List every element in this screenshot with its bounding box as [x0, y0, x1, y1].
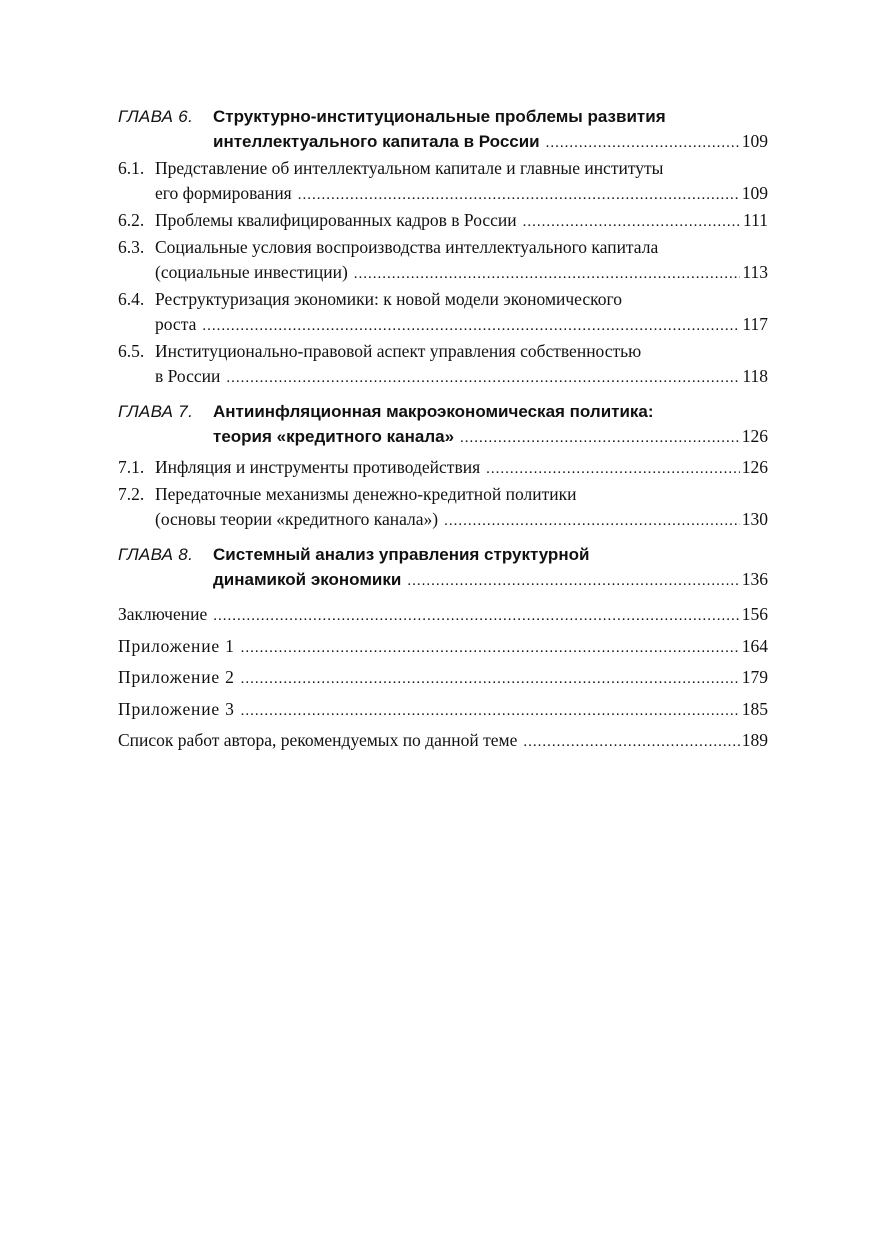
chapter-8: [118, 542, 768, 594]
dot-leader: [202, 314, 740, 339]
section-title-line1: Инфляция и инструменты противодействия: [155, 457, 481, 477]
dot-leader: [354, 262, 741, 287]
chapter-7: [118, 399, 768, 534]
entry-title: Список работ автора, рекомендуемых по данной теме: [118, 730, 518, 750]
section-title-line1: Представление об интеллектуальном капитале и главные институты: [155, 158, 664, 178]
dot-leader: [226, 366, 740, 391]
page-number: 130: [741, 509, 768, 529]
page-number: 126: [741, 457, 768, 477]
section-7-2[interactable]: [118, 482, 768, 534]
dot-leader: [241, 665, 740, 695]
section-number: 6.5.: [118, 341, 145, 361]
page-number: 185: [741, 698, 768, 719]
section-number: 6.1.: [118, 158, 145, 178]
toc-entry-chapter-7[interactable]: [118, 424, 768, 451]
toc-entry-appendix-3[interactable]: [118, 695, 768, 727]
page-number: 156: [741, 604, 768, 624]
chapter-title-line1: Антиинфляционная макроэкономическая политика:: [213, 402, 654, 421]
section-6-5[interactable]: [118, 339, 768, 391]
page-number: 109: [741, 183, 768, 203]
chapter-title-line2: интеллектуального капитала в России: [213, 132, 540, 151]
section-title-line1: Реструктуризация экономики: к новой модели экономического: [155, 289, 623, 309]
section-title-line2: в России: [155, 366, 221, 386]
dot-leader: [486, 457, 740, 482]
page-number: 118: [742, 366, 768, 386]
chapter-label: ГЛАВА 6.: [118, 107, 194, 126]
section-number: 6.4.: [118, 289, 145, 309]
toc-entry-author-works[interactable]: [118, 726, 768, 758]
dot-leader: [444, 509, 740, 534]
section-title-line1: Социальные условия воспроизводства интеллектуального капитала: [155, 237, 659, 257]
back-matter: [118, 600, 768, 758]
entry-title: Приложение 2: [118, 667, 235, 687]
page-number: 126: [741, 426, 768, 446]
chapter-label: ГЛАВА 7.: [118, 402, 194, 421]
table-of-contents: [118, 104, 768, 758]
page-number: 109: [741, 131, 768, 151]
entry-title: Заключение: [118, 604, 208, 624]
page-number: 111: [743, 210, 768, 230]
page-number: 136: [741, 569, 768, 589]
dot-leader: [241, 634, 740, 664]
page-number: 179: [741, 667, 768, 687]
toc-entry-conclusion[interactable]: [118, 600, 768, 632]
dot-leader: [523, 728, 739, 758]
section-title-line2: (основы теории «кредитного канала»): [155, 509, 439, 529]
dot-leader: [298, 183, 740, 208]
section-number: 6.2.: [118, 210, 145, 230]
section-title-line1: Передаточные механизмы денежно-кредитной политики: [155, 484, 577, 504]
chapter-label: ГЛАВА 8.: [118, 545, 194, 564]
section-6-3[interactable]: [118, 235, 768, 287]
entry-title: Приложение 1: [118, 635, 235, 656]
section-number: 7.2.: [118, 484, 145, 504]
section-number: 7.1.: [118, 457, 145, 477]
page-number: 117: [742, 314, 768, 334]
page-number: 189: [741, 730, 768, 750]
chapter-title-line2: динамикой экономики: [213, 570, 402, 589]
toc-entry-appendix-1[interactable]: [118, 632, 768, 664]
section-title-line2: роста: [155, 314, 197, 334]
chapter-title-line1: Системный анализ управления структурной: [213, 545, 590, 564]
chapter-6: [118, 104, 768, 391]
page-number: 164: [741, 635, 768, 656]
section-6-4[interactable]: [118, 287, 768, 339]
page-number: 113: [742, 262, 768, 282]
dot-leader: [460, 426, 740, 451]
dot-leader: [241, 697, 740, 727]
section-6-1[interactable]: [118, 156, 768, 208]
chapter-title-line2: теория «кредитного канала»: [213, 427, 455, 446]
toc-entry-appendix-2[interactable]: [118, 663, 768, 695]
section-title-line1: Институционально-правовой аспект управления собственностью: [155, 341, 642, 361]
section-6-2[interactable]: [118, 208, 768, 235]
chapter-title-line1: Структурно-институциональные проблемы развития: [213, 107, 666, 126]
toc-entry-chapter-6[interactable]: [118, 129, 768, 156]
toc-entry-chapter-8[interactable]: [118, 567, 768, 594]
dot-leader: [546, 131, 740, 156]
dot-leader: [213, 602, 740, 632]
section-7-1[interactable]: [118, 455, 768, 482]
dot-leader: [407, 569, 739, 594]
section-title-line2: (социальные инвестиции): [155, 262, 348, 282]
section-title-line1: Проблемы квалифицированных кадров в России: [155, 210, 517, 230]
section-title-line2: его формирования: [155, 183, 292, 203]
section-number: 6.3.: [118, 237, 145, 257]
entry-title: Приложение 3: [118, 698, 235, 719]
dot-leader: [523, 210, 741, 235]
